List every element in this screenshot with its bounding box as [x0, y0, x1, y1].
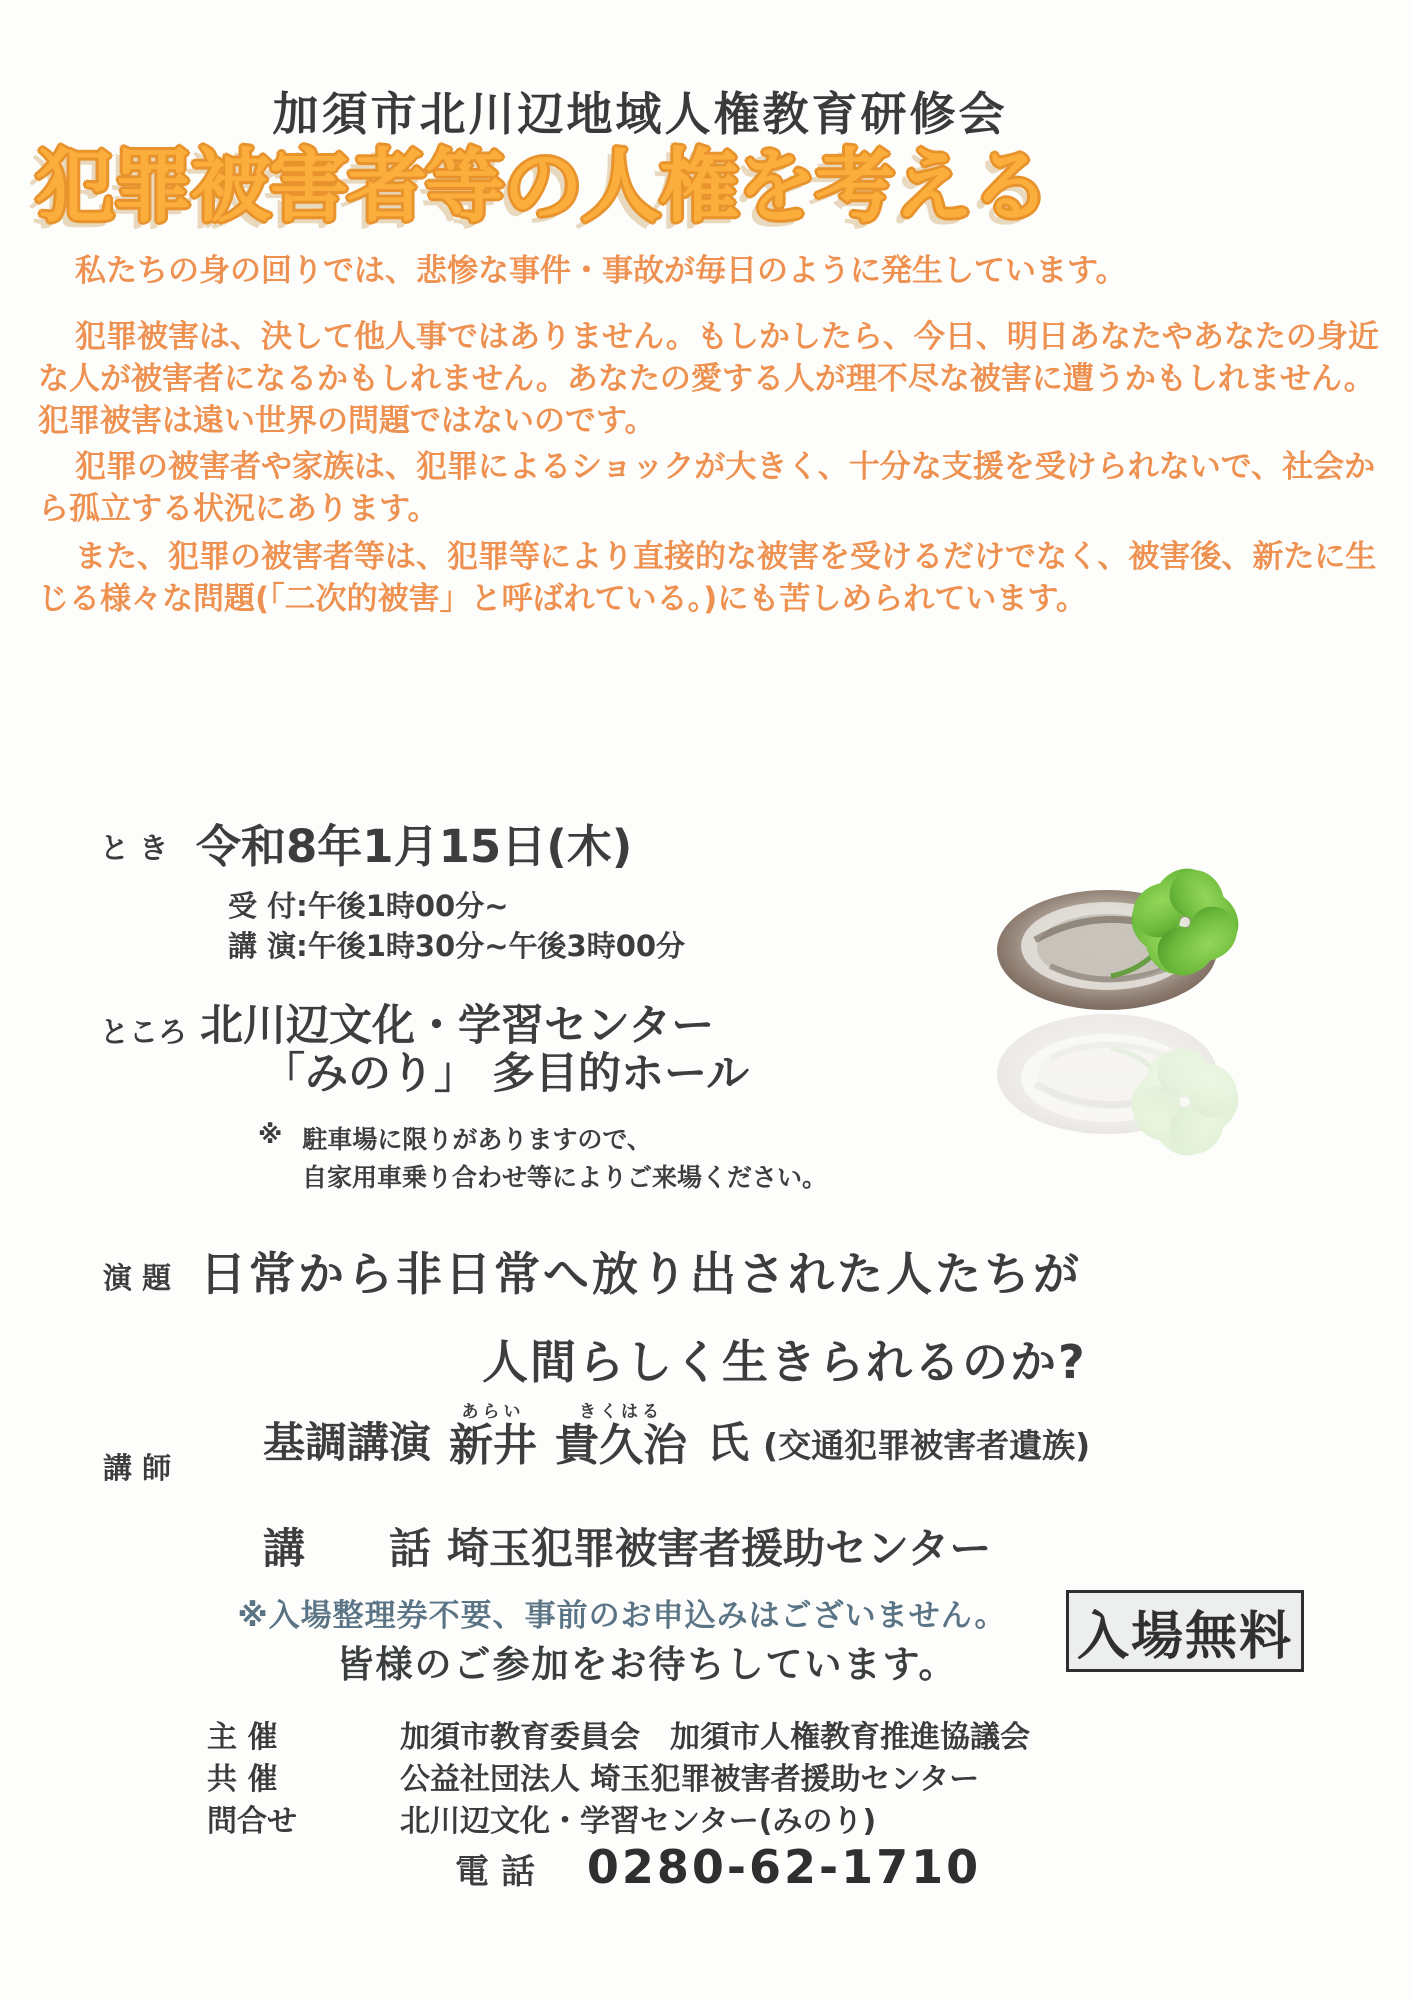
- co-organizer-row: [207, 1754, 979, 1798]
- honorific: 氏: [707, 1418, 750, 1467]
- contact-value: 北川辺文化・学習センター(みのり): [400, 1804, 877, 1839]
- organizer-value: 加須市教育委員会 加須市人権教育推進協議会: [400, 1720, 1030, 1755]
- place-label: ところ: [100, 1015, 188, 1049]
- talk-organization: 埼玉犯罪被害者援助センター: [447, 1524, 992, 1573]
- speaker-label: 講 師: [103, 1451, 172, 1485]
- no-ticket-notice: ※入場整理券不要、事前のお申込みはございません。: [237, 1598, 1007, 1634]
- co-organizer-value: 公益社団法人 埼玉犯罪被害者援助センター: [400, 1762, 980, 1797]
- time-label: と き: [100, 831, 169, 865]
- speaker-family-name-unit: [449, 1402, 537, 1470]
- intro-paragraph-4: また、犯罪の被害者等は、犯罪等により直接的な被害を受けるだけでなく、被害後、新たに生じる様々な問題(「二次的被害」と呼ばれている。)にも苦しめられています。: [38, 539, 1377, 617]
- parking-note-text1: 駐車場に限りがありますので、: [302, 1125, 652, 1154]
- participation-invite: 皆様のご参加をお待ちしています。: [336, 1643, 958, 1686]
- phone-row: [455, 1840, 981, 1894]
- keynote-prefix: 基調講演: [263, 1418, 432, 1467]
- furigana-family: あらい: [461, 1402, 525, 1422]
- free-admission-badge: 入場無料: [1066, 1590, 1304, 1672]
- page-title: 犯罪被害者等の人権を考える: [35, 140, 1049, 233]
- lecture-topic-line2: 人間らしく生きられるのか?: [482, 1335, 1087, 1389]
- organizer-label: 主 催: [207, 1720, 278, 1755]
- clover-bowl-image: [995, 848, 1295, 1178]
- furigana-given: きくはる: [579, 1402, 664, 1422]
- clover-bowl-illustration: [995, 848, 1295, 1178]
- contact-row: [207, 1796, 876, 1840]
- intro-paragraph-2: 犯罪被害は、決して他人事ではありません。もしかしたら、今日、明日あなたやあなたの身近な人が被害者になるかもしれません。あなたの愛する人が理不尽な被害に遭うかもしれません。犯罪被害は遠い世界の問題ではないのです。: [38, 319, 1379, 439]
- speaker-family-name: 新井: [449, 1420, 538, 1471]
- phone-label: 電 話: [455, 1852, 535, 1892]
- topic-label: 演 題: [103, 1261, 172, 1295]
- parking-note-line1: [258, 1120, 652, 1156]
- venue-hall: 「みのり」 多目的ホール: [262, 1049, 750, 1099]
- event-date: 令和8年1月15日(木): [196, 820, 633, 873]
- phone-number: 0280-62-1710: [586, 1840, 982, 1894]
- speaker-note: (交通犯罪被害者遺族): [763, 1426, 1091, 1465]
- keynote-speaker-line: [263, 1402, 1090, 1470]
- intro-paragraph-1: 私たちの身の回りでは、悲惨な事件・事故が毎日のように発生しています。: [75, 253, 1127, 289]
- speaker-given-name-unit: [555, 1402, 687, 1470]
- parking-note-line2: 自家用車乗り合わせ等によりご来場ください。: [302, 1163, 828, 1192]
- organizer-row: [207, 1712, 1030, 1756]
- note-asterisk: ※: [258, 1120, 283, 1149]
- talk-label: 講 話: [263, 1524, 432, 1573]
- co-organizer-label: 共 催: [207, 1762, 278, 1797]
- reception-time: 受 付:午後1時00分~: [228, 889, 509, 923]
- event-series-title: 加須市北川辺地域人権教育研修会: [272, 87, 1008, 141]
- intro-paragraph-3: 犯罪の被害者や家族は、犯罪によるショックが大きく、十分な支援を受けられないで、社会から孤立する状況にあります。: [38, 449, 1376, 527]
- contact-label: 問合せ: [207, 1804, 297, 1839]
- speaker-given-name: 貴久治: [555, 1420, 688, 1471]
- talk-line: [263, 1516, 991, 1576]
- lecture-topic-line1: 日常から非日常へ放り出された人たちが: [200, 1247, 1082, 1301]
- lecture-time: 講 演:午後1時30分~午後3時00分: [228, 929, 686, 963]
- venue-name: 北川辺文化・学習センター: [200, 1001, 715, 1051]
